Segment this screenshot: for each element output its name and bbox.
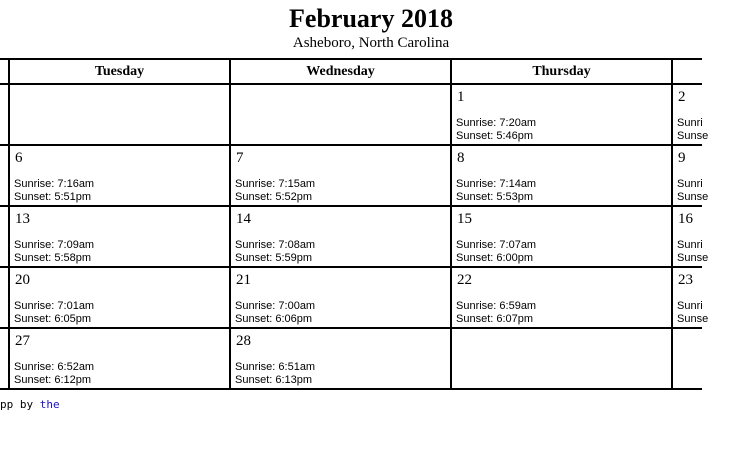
day-cell bbox=[10, 85, 229, 144]
sunset-time: Sunset: 6:07pm bbox=[456, 313, 534, 325]
sun-times bbox=[14, 178, 94, 204]
sun-times bbox=[235, 300, 315, 326]
sunrise-time: Sunrise: 7:01am bbox=[14, 300, 95, 312]
sun-times bbox=[456, 239, 536, 265]
sunset-time: Sunset: 6:12pm bbox=[14, 374, 92, 386]
sun-times bbox=[235, 361, 315, 387]
sunset-time: Sunset: 5:59pm bbox=[235, 252, 313, 264]
sunset-time: Sunset: 6:13pm bbox=[235, 374, 313, 386]
sunset-time: Sunset: 5:52pm bbox=[235, 191, 313, 203]
day-cell bbox=[673, 207, 709, 266]
day-number: 7 bbox=[236, 150, 244, 166]
sunrise-time: Sunrise: 7:07am bbox=[456, 239, 537, 251]
sun-times bbox=[14, 300, 94, 326]
sunrise-time: Sunri bbox=[677, 300, 703, 312]
sunrise-time: Sunrise: 7:15am bbox=[235, 178, 316, 190]
day-number: 14 bbox=[236, 211, 251, 227]
day-number: 13 bbox=[15, 211, 30, 227]
day-cell bbox=[452, 207, 671, 266]
day-number: 23 bbox=[678, 272, 693, 288]
sunset-time: Sunse bbox=[677, 252, 709, 264]
day-number: 6 bbox=[15, 150, 23, 166]
day-number: 2 bbox=[678, 89, 686, 105]
sun-times bbox=[235, 178, 315, 204]
sunrise-time: Sunrise: 7:16am bbox=[14, 178, 95, 190]
day-cell bbox=[10, 207, 229, 266]
day-number: 20 bbox=[15, 272, 30, 288]
weekday-header: Tuesday bbox=[94, 64, 145, 79]
footer-link[interactable]: the bbox=[39, 398, 60, 411]
grid-line-horizontal bbox=[0, 388, 702, 390]
day-cell bbox=[452, 268, 671, 327]
day-cell bbox=[231, 207, 450, 266]
sunset-time: Sunset: 5:51pm bbox=[14, 191, 92, 203]
sunrise-time: Sunrise: 7:08am bbox=[235, 239, 316, 251]
day-cell bbox=[231, 329, 450, 388]
sunrise-time: Sunrise: 7:09am bbox=[14, 239, 95, 251]
sunrise-time: Sunri bbox=[677, 178, 703, 190]
day-number: 9 bbox=[678, 150, 686, 166]
calendar-title: February 2018 bbox=[289, 4, 453, 33]
day-cell bbox=[10, 146, 229, 205]
sunset-time: Sunse bbox=[677, 191, 709, 203]
day-number: 15 bbox=[457, 211, 472, 227]
day-cell bbox=[10, 329, 229, 388]
weekday-header: Thursday bbox=[532, 64, 591, 79]
sunrise-time: Sunrise: 7:20am bbox=[456, 117, 537, 129]
day-cell bbox=[10, 268, 229, 327]
day-number: 21 bbox=[236, 272, 251, 288]
sun-times bbox=[456, 178, 536, 204]
sun-times bbox=[677, 117, 708, 143]
sunrise-time: Sunrise: 6:59am bbox=[456, 300, 537, 312]
sunset-time: Sunset: 6:05pm bbox=[14, 313, 92, 325]
sunset-time: Sunset: 5:53pm bbox=[456, 191, 534, 203]
sun-times bbox=[235, 239, 315, 265]
sun-times bbox=[456, 300, 536, 326]
day-cell bbox=[673, 85, 709, 144]
sun-times bbox=[677, 239, 708, 265]
day-number: 16 bbox=[678, 211, 693, 227]
day-number: 27 bbox=[15, 333, 30, 349]
sunrise-time: Sunri bbox=[677, 239, 703, 251]
footer-prefix: pp by bbox=[0, 398, 40, 411]
calendar-location: Asheboro, North Carolina bbox=[292, 35, 450, 51]
sun-times bbox=[677, 178, 708, 204]
day-cell bbox=[231, 85, 450, 144]
day-cell bbox=[673, 329, 702, 388]
day-cell bbox=[452, 146, 671, 205]
day-cell bbox=[231, 146, 450, 205]
day-number: 22 bbox=[457, 272, 472, 288]
sunrise-time: Sunrise: 7:14am bbox=[456, 178, 537, 190]
sunset-time: Sunse bbox=[677, 313, 709, 325]
sunrise-time: Sunrise: 7:00am bbox=[235, 300, 316, 312]
sun-times bbox=[677, 300, 708, 326]
day-number: 28 bbox=[236, 333, 251, 349]
sunset-time: Sunset: 6:00pm bbox=[456, 252, 534, 264]
day-cell bbox=[673, 268, 709, 327]
day-cell bbox=[452, 329, 671, 388]
day-cell bbox=[231, 268, 450, 327]
sunset-time: Sunset: 6:06pm bbox=[235, 313, 313, 325]
day-number: 1 bbox=[457, 89, 465, 105]
sunrise-time: Sunri bbox=[677, 117, 703, 129]
footer-credit bbox=[0, 398, 60, 411]
sunrise-time: Sunrise: 6:51am bbox=[235, 361, 316, 373]
sun-times bbox=[456, 117, 536, 143]
sunset-time: Sunset: 5:58pm bbox=[14, 252, 92, 264]
sunset-time: Sunset: 5:46pm bbox=[456, 130, 534, 142]
sunrise-time: Sunrise: 6:52am bbox=[14, 361, 95, 373]
sun-times bbox=[14, 361, 94, 387]
day-cell bbox=[452, 85, 671, 144]
day-number: 8 bbox=[457, 150, 465, 166]
sun-times bbox=[14, 239, 94, 265]
day-cell bbox=[673, 146, 709, 205]
weekday-header: Wednesday bbox=[306, 64, 375, 79]
sunset-time: Sunse bbox=[677, 130, 709, 142]
